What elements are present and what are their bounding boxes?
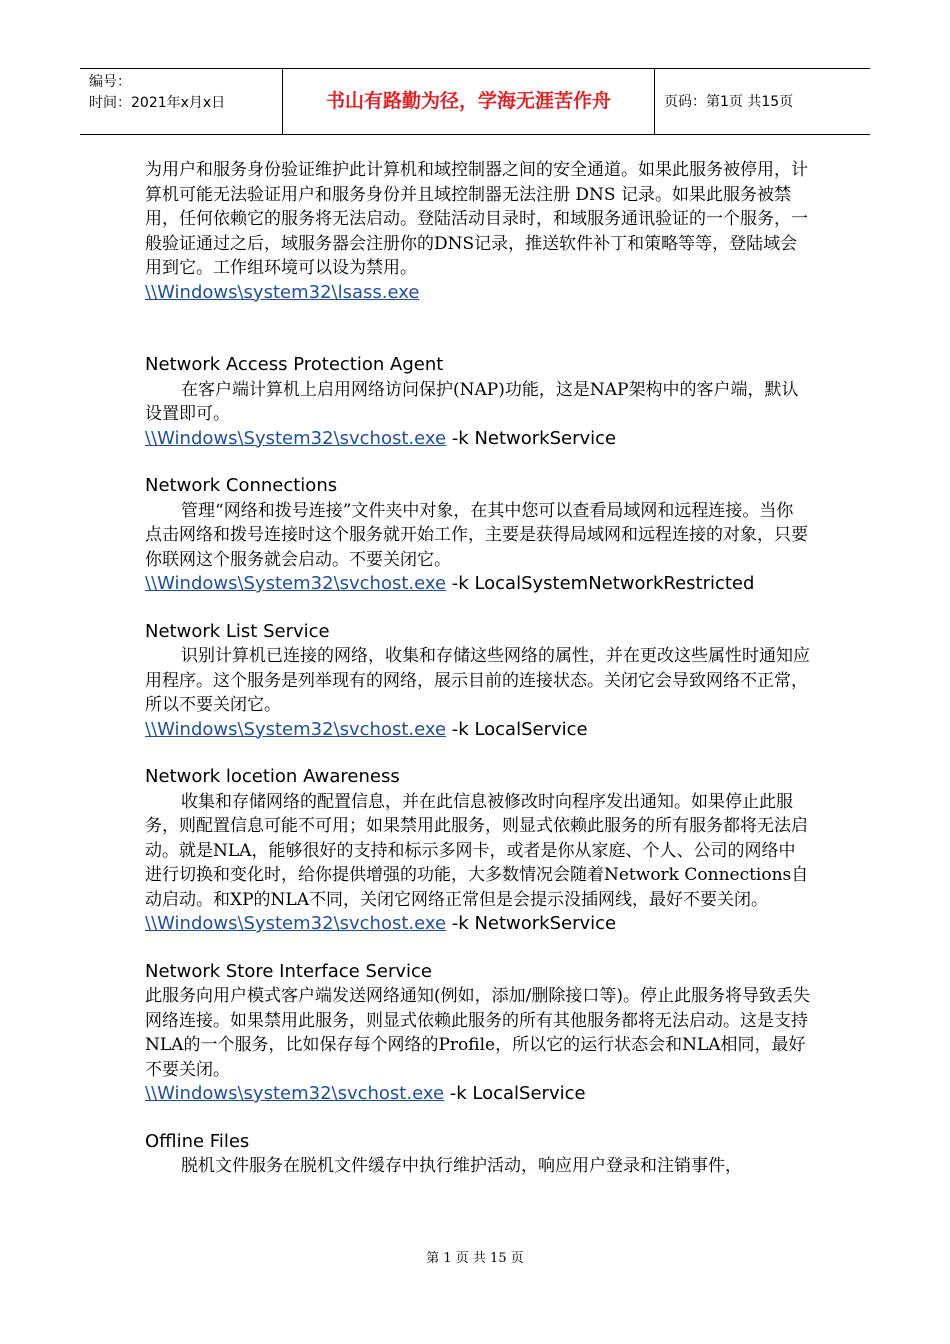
header-info-cell — [80, 69, 283, 134]
section-network-list-service — [145, 620, 810, 743]
section-network-access-protection-agent — [145, 353, 810, 451]
section-description: 收集和存储网络的配置信息，并在此信息被修改时向程序发出通知。如果停止此服务，则配置信息可能不可用；如果禁用此服务，则显式依赖此服务的所有服务都将无法启动。就是NLA，能够很好的支持和标示多网卡，或者是你从家庭、个人、公司的网络中进行切换和变化时，给你提供增强的功能，大多数情况会随着Network Connections自动启动。和XP的NLA不同，关闭它网络正常但是会提示没插网线，最好不要关闭。 — [145, 791, 809, 910]
section-path — [145, 572, 810, 597]
intro-block — [145, 158, 810, 305]
section-path — [145, 912, 810, 937]
section-title: Network Store Interface Service — [145, 960, 433, 982]
service-args: -k LocalSystemNetworkRestricted — [446, 573, 755, 594]
section-path — [145, 718, 810, 743]
svchost-path-link[interactable]: \\Windows\System32\svchost.exe — [145, 718, 447, 740]
section-network-connections — [145, 474, 810, 597]
header-motto: 书山有路勤为径，学海无涯苦作舟 — [283, 69, 655, 134]
section-title: Network Connections — [145, 475, 338, 496]
section-title: Network locetion Awareness — [145, 766, 400, 787]
section-network-location-awareness — [145, 765, 810, 937]
service-args: -k LocalService — [446, 718, 588, 740]
section-offline-files — [145, 1130, 810, 1179]
document-body — [145, 158, 810, 1179]
svchost-path-link[interactable]: \\Windows\System32\svchost.exe — [145, 573, 447, 594]
section-title: Network Access Protection Agent — [145, 354, 444, 375]
service-args: -k LocalService — [444, 1083, 586, 1104]
svchost-path-link[interactable]: \\Windows\System32\svchost.exe — [145, 913, 447, 934]
section-network-store-interface-service — [145, 960, 810, 1107]
header-page-number: 页码：第1页 共15页 — [664, 94, 794, 110]
section-description: 在客户端计算机上启用网络访问保护(NAP)功能，这是NAP架构中的客户端，默认设置即可。 — [145, 379, 799, 424]
page-footer: 第 1 页 共 15 页 — [426, 1251, 524, 1266]
section-title: Network List Service — [145, 620, 330, 642]
section-path — [145, 1082, 810, 1107]
svchost-path-link[interactable]: \\Windows\system32\svchost.exe — [145, 1083, 445, 1104]
section-description: 此服务向用户模式客户端发送网络通知(例如，添加/删除接口等)。停止此服务将导致丢失网络连接。如果禁用此服务，则显式依赖此服务的所有其他服务都将无法启动。这是支持NLA的一个服务，比如保存每个网络的Profile，所以它的运行状态会和NLA相同，最好不要关闭。 — [145, 986, 810, 1080]
intro-paragraph: 为用户和服务身份验证维护此计算机和域控制器之间的安全通道。如果此服务被停用，计算机可能无法验证用户和服务身份并且域控制器无法注册 DNS 记录。如果此服务被禁用，任何依赖它的服务将无法启动。登陆活动目录时，和域服务通讯验证的一个服务，一般验证通过之后，域服务器会注册你的DNS记录，推送软件补丁和策略等等，登陆域会用到它。工作组环境可以设为禁用。 — [145, 160, 808, 278]
svchost-path-link[interactable]: \\Windows\System32\svchost.exe — [145, 427, 447, 449]
section-description: 识别计算机已连接的网络，收集和存储这些网络的属性，并在更改这些属性时通知应用程序。这个服务是列举现有的网络，展示目前的连接状态。关闭它会导致网络不正常，所以不要关闭它。 — [145, 646, 810, 715]
document-time-label: 时间：2021年x月x日 — [89, 95, 226, 111]
lsass-path-link[interactable]: \\Windows\system32\lsass.exe — [145, 281, 420, 303]
section-description: 脱机文件服务在脱机文件缓存中执行维护活动，响应用户登录和注销事件， — [181, 1156, 742, 1176]
service-args: -k NetworkService — [446, 427, 617, 449]
document-number-label: 编号： — [89, 74, 131, 90]
section-path — [145, 427, 810, 452]
service-args: -k NetworkService — [446, 913, 617, 934]
page-header — [80, 68, 870, 135]
intro-path — [145, 281, 810, 306]
section-description: 管理“网络和拨号连接”文件夹中对象，在其中您可以查看局域网和远程连接。当你点击网络和拨号连接时这个服务就开始工作，主要是获得局域网和远程连接的对象，只要你联网这个服务就会启动。不要关闭它。 — [145, 500, 808, 570]
section-title: Offline Files — [145, 1130, 250, 1152]
